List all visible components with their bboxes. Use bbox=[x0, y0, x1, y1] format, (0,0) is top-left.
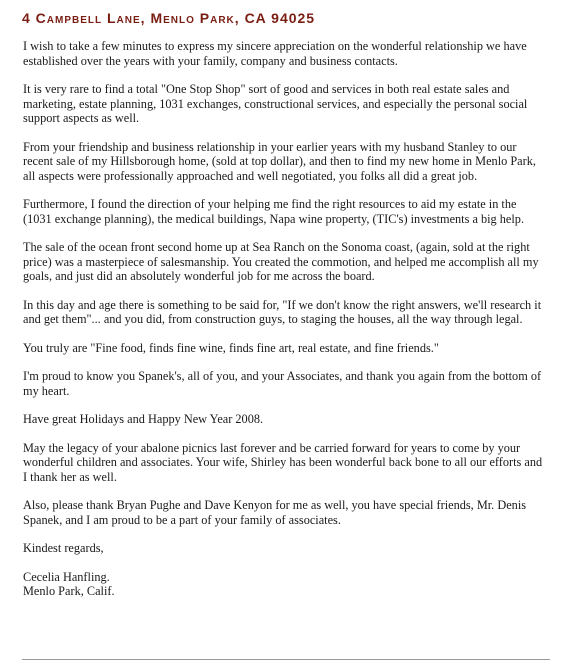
signature-name: Cecelia Hanfling. bbox=[23, 569, 110, 584]
address-heading: 4 Campbell Lane, Menlo Park, CA 94025 bbox=[22, 10, 316, 26]
closing-line: Kindest regards, bbox=[23, 541, 104, 555]
paragraph-fine-friends: You truly are "Fine food, finds fine wine, finds fine art, real estate, and fine friends." bbox=[23, 340, 439, 355]
paragraph-special-friends: Also, please thank Bryan Pughe and Dave Kenyon for me as well, you have special friends, Mr. Denis Spanek, and I am proud to be a part of your family of associates. bbox=[23, 498, 527, 527]
signature-location: Menlo Park, Calif. bbox=[23, 584, 115, 598]
paragraph-sea-ranch: The sale of the ocean front second home up at Sea Ranch on the Sonoma coast, (again, sold at the right price) was a masterpiece of salesmanship. You created the commotion, and helped me accomplish all my goals, and just did an absolutely wonderful job for me across the board. bbox=[23, 240, 539, 283]
paragraph-thanks: I'm proud to know you Spanek's, all of you, and your Associates, and thank you again from the bottom of my heart. bbox=[23, 369, 542, 398]
paragraph-one-stop-shop: It is very rare to find a total "One Stop Shop" sort of good and services in both real estate sales and marketing, estate planning, 1031 exchanges, constructional services, and especially the personal social support aspects as well. bbox=[23, 82, 528, 125]
letter-body bbox=[23, 39, 543, 599]
paragraph-legacy: May the legacy of your abalone picnics last forever and be carried forward for years to come by your wonderful children and associates. Your wife, Shirley has been wonderful back bone to all our efforts and I thank her as well. bbox=[23, 440, 543, 484]
paragraph-friendship: From your friendship and business relationship in your earlier years with my husband Stanley to our recent sale of my Hillsborough home, (sold at top dollar), and then to find my new home in Menlo Park, all aspects were professionally approached and well negotiated, you folks all did a great job. bbox=[23, 139, 536, 183]
footer-divider bbox=[22, 659, 550, 660]
paragraph-holidays: Have great Holidays and Happy New Year 2008. bbox=[23, 412, 264, 426]
paragraph-estate: Furthermore, I found the direction of your helping me find the right resources to aid my estate in the (1031 exchange planning), the medical buildings, Napa wine property, (TIC's) investments a big help. bbox=[23, 197, 525, 226]
paragraph-research: In this day and age there is something to be said for, "If we don't know the right answers, we'll research it and get them"... and you did, from construction guys, to staging the houses, all the way through legal. bbox=[23, 297, 542, 326]
paragraph-intro: I wish to take a few minutes to express my sincere appreciation on the wonderful relationship we have established over the years with your family, company and business contacts. bbox=[23, 39, 527, 68]
